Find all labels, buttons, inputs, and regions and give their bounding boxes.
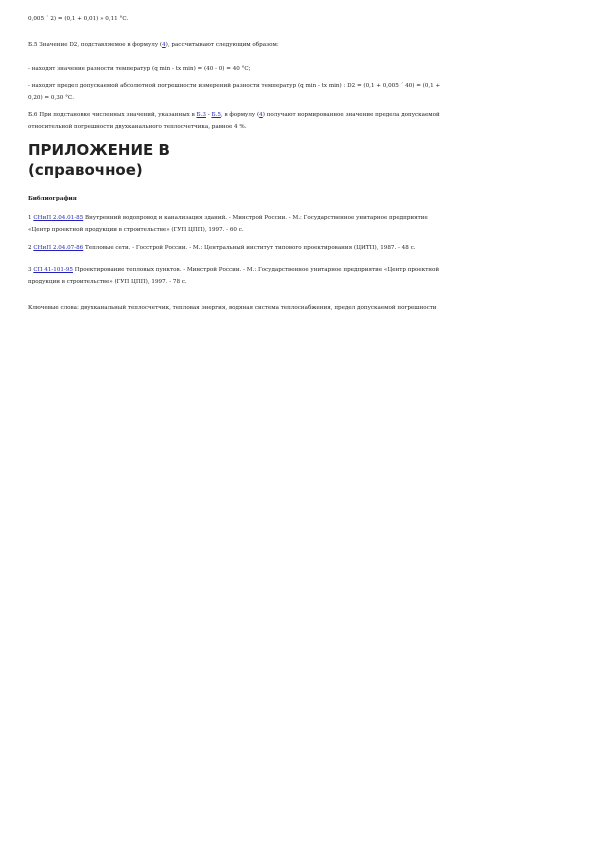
formula-4-link-2[interactable]: 4 <box>259 112 263 118</box>
bibliography-number: 1 <box>28 215 34 221</box>
snip-2-04-07-86-link[interactable]: СНиП 2.04.07-86 <box>33 245 84 251</box>
section-b5-link[interactable]: Б.5 <box>211 112 221 118</box>
paragraph-b6-line2: относительной погрешности двухканального теплосчетчика, равное 4 %. <box>28 124 247 130</box>
sp-41-101-95-link[interactable]: СП 41-101-95 <box>33 267 73 273</box>
paragraph-b6-text-mid: , в формулу ( <box>220 112 260 118</box>
appendix-subtitle: (справочное) <box>28 161 143 179</box>
formula-4-link[interactable]: 4 <box>162 42 166 48</box>
paragraph-b6-text: Б.6 При подстановке численных значений, указанных в <box>28 112 197 118</box>
paragraph-b5-text: Б.5 Значение D2, подставляемое в формулу ( <box>28 42 163 48</box>
bibliography-text-line2: «Центр проектной продукции в строительстве» (ГУП ЦПП), 1997. - 60 с. <box>28 227 244 233</box>
paragraph-b6-dash: - <box>205 112 212 118</box>
snip-2-04-01-85-link[interactable]: СНиП 2.04.01-85 <box>33 215 84 221</box>
bibliography-number: 2 <box>28 245 34 251</box>
paragraph-temperature-difference: - находят значение разности температур (q min - tx min) = (40 - 0) = 40 °С; <box>28 66 251 72</box>
paragraph-limit-line1: - находят предел допускаемой абсолютной погрешности измерений разности температур (q min - tx min) : D2 = (0,1 + 0,005 ´ 40) = (0,1 + <box>28 83 441 89</box>
paragraph-b6 <box>28 109 560 133</box>
bibliography-text: Тепловые сети. - Госстрой России. - М.: Центральный институт типового проектирования (ЦИТП), 1987. - 48 с. <box>83 245 416 251</box>
bibliography-item-3 <box>28 264 560 288</box>
bibliography-number: 3 <box>28 267 34 273</box>
paragraph-limit <box>28 80 560 104</box>
bibliography-text: Внутренний водопровод и канализация зданий. - Минстрой России. - М.: Государственное унитарное предприятие <box>83 215 428 221</box>
bibliography-item-2 <box>28 242 560 254</box>
paragraph-b5-text-end: ), рассчитывают следующим образом: <box>165 42 279 48</box>
bibliography-heading: Библиография <box>28 196 77 202</box>
section-b3-link[interactable]: Б.3 <box>196 112 206 118</box>
keywords: Ключевые слова: двухканальный теплосчетчик, тепловая энергия, водяная система теплоснабжения, предел допускаемой погрешности <box>28 305 437 311</box>
appendix-heading <box>28 140 170 180</box>
appendix-title: ПРИЛОЖЕНИЕ В <box>28 141 170 159</box>
formula-continuation: 0,005 ´ 2) = (0,1 + 0,01) » 0,11 °С. <box>28 16 129 22</box>
bibliography-text-line2: продукции в строительстве» (ГУП ЦПП), 1997. - 78 с. <box>28 279 187 285</box>
bibliography-text: Проектирование тепловых пунктов. - Минстрой России. - М.: Государственное унитарное предприятие «Центр проектной <box>72 267 440 273</box>
paragraph-limit-line2: 0,20) = 0,30 °С. <box>28 95 74 101</box>
paragraph-b5 <box>28 39 560 51</box>
bibliography-item-1 <box>28 212 560 236</box>
paragraph-b6-text-end: ) получают нормированное значение предела допускаемой <box>262 112 440 118</box>
